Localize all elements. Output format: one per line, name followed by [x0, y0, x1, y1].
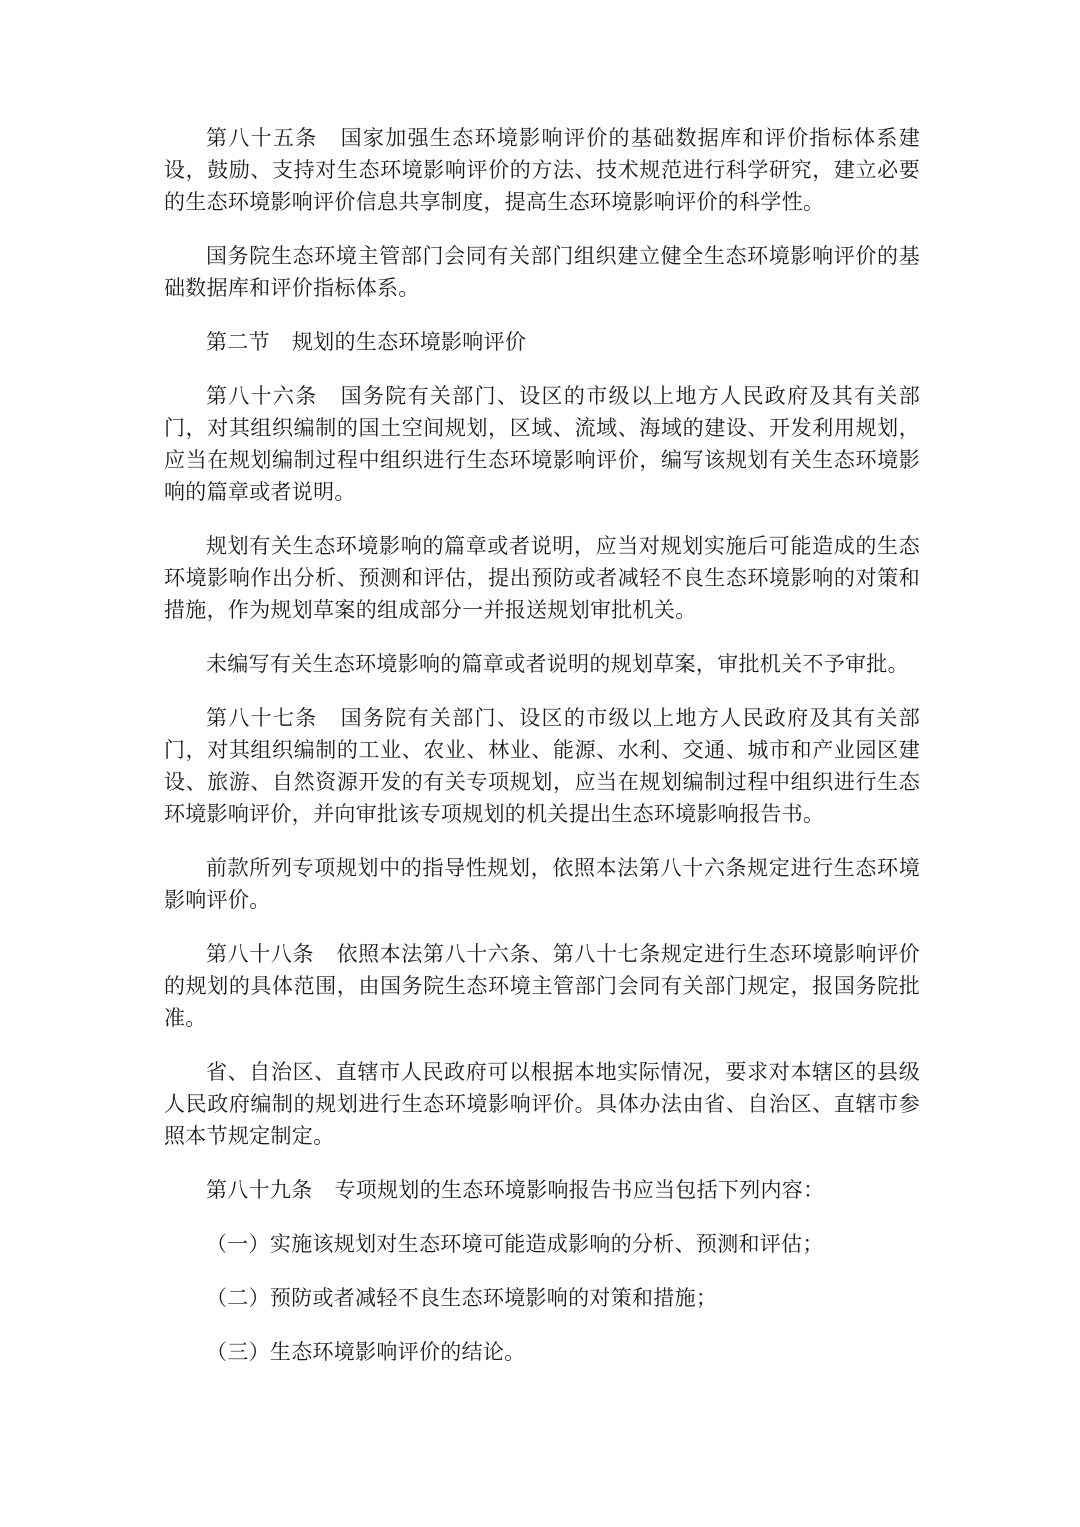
article-86-clause-2	[164, 530, 920, 626]
article-89-item-3-text: （三）生态环境影响评价的结论。	[206, 1340, 526, 1364]
article-87-text: 国务院有关部门、设区的市级以上地方人民政府及其有关部门，对其组织编制的工业、农业、林业、能源、水利、交通、城市和产业园区建设、旅游、自然资源开发的有关专项规划，应当在规划编制过程中组织进行生态环境影响评价，并向审批该专项规划的机关提出生态环境影响报告书。	[164, 706, 920, 826]
section-2-label: 第二节	[206, 330, 270, 354]
article-86-clause-3-text: 未编写有关生态环境影响的篇章或者说明的规划草案，审批机关不予审批。	[206, 652, 909, 676]
article-88-clause-2	[164, 1056, 920, 1152]
article-86-clause-2-text: 规划有关生态环境影响的篇章或者说明，应当对规划实施后可能造成的生态环境影响作出分析、预测和评估，提出预防或者减轻不良生态环境影响的对策和措施，作为规划草案的组成部分一并报送规划审批机关。	[164, 534, 920, 622]
article-86-text: 国务院有关部门、设区的市级以上地方人民政府及其有关部门，对其组织编制的国土空间规划，区域、流域、海域的建设、开发利用规划，应当在规划编制过程中组织进行生态环境影响评价，编写该规划有关生态环境影响的篇章或者说明。	[164, 384, 920, 504]
section-2-heading	[164, 326, 920, 358]
article-88-label: 第八十八条	[206, 942, 315, 966]
article-89-item-2-text: （二）预防或者减轻不良生态环境影响的对策和措施；	[206, 1286, 718, 1310]
article-86-clause-3	[164, 648, 920, 680]
document-page	[164, 122, 920, 1390]
article-88-text: 依照本法第八十六条、第八十七条规定进行生态环境影响评价的规划的具体范围，由国务院生态环境主管部门会同有关部门规定，报国务院批准。	[164, 942, 920, 1030]
article-87-clause-2-text: 前款所列专项规划中的指导性规划，依照本法第八十六条规定进行生态环境影响评价。	[164, 856, 920, 912]
article-89-label: 第八十九条	[206, 1178, 313, 1202]
article-85-clause-2-text: 国务院生态环境主管部门会同有关部门组织建立健全生态环境影响评价的基础数据库和评价指标体系。	[164, 244, 920, 300]
section-2-title: 规划的生态环境影响评价	[291, 330, 527, 354]
article-87-paragraph	[164, 702, 920, 830]
article-85-paragraph	[164, 122, 920, 218]
article-87-label: 第八十七条	[206, 706, 318, 730]
article-89-item-1-text: （一）实施该规划对生态环境可能造成影响的分析、预测和评估；	[206, 1232, 824, 1256]
article-85-label: 第八十五条	[206, 126, 318, 150]
article-89-text: 专项规划的生态环境影响报告书应当包括下列内容：	[334, 1178, 825, 1202]
article-89-item-2	[164, 1282, 920, 1314]
article-88-paragraph	[164, 938, 920, 1034]
article-86-label: 第八十六条	[206, 384, 318, 408]
article-85-text: 国家加强生态环境影响评价的基础数据库和评价指标体系建设，鼓励、支持对生态环境影响评价的方法、技术规范进行科学研究，建立必要的生态环境影响评价信息共享制度，提高生态环境影响评价的科学性。	[164, 126, 920, 214]
article-89-paragraph	[164, 1174, 920, 1206]
article-85-clause-2	[164, 240, 920, 304]
article-89-item-3	[164, 1336, 920, 1368]
article-89-item-1	[164, 1228, 920, 1260]
article-86-paragraph	[164, 380, 920, 508]
article-87-clause-2	[164, 852, 920, 916]
article-88-clause-2-text: 省、自治区、直辖市人民政府可以根据本地实际情况，要求对本辖区的县级人民政府编制的规划进行生态环境影响评价。具体办法由省、自治区、直辖市参照本节规定制定。	[164, 1060, 920, 1148]
